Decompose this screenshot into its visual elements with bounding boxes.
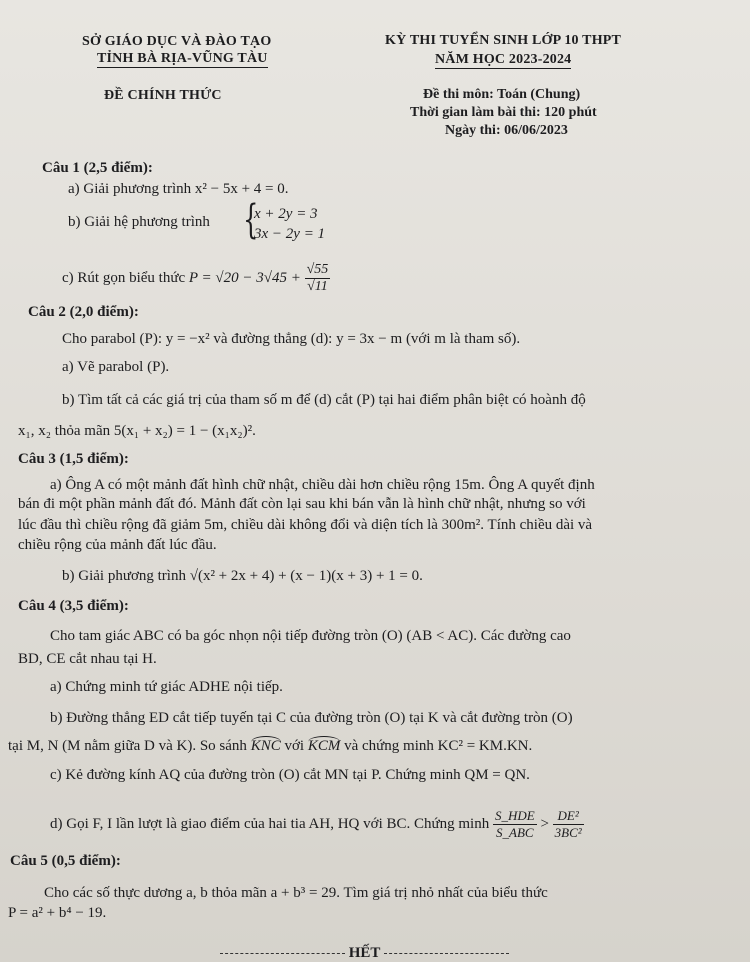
- q4-b-line2: tại M, N (M nằm giữa D và K). So sánh KNC với KCM và chứng minh KC² = KM.KN.: [8, 738, 533, 754]
- q3-a-line2: bán đi một phần mảnh đất đó. Mảnh đất còn lại sau khi bán vẫn là hình chữ nhật, nhưng so với: [18, 496, 586, 512]
- q4-c: c) Kẻ đường kính AQ của đường tròn (O) cắt MN tại P. Chứng minh QM = QN.: [50, 767, 530, 783]
- province-name: TỈNH BÀ RỊA-VŨNG TÀU: [97, 51, 268, 66]
- q3-b: b) Giải phương trình √(x² + 2x + 4) + (x − 1)(x + 3) + 1 = 0.: [62, 568, 423, 584]
- q2-heading: Câu 2 (2,0 điểm):: [28, 304, 139, 320]
- q5-line2: P = a² + b⁴ − 19.: [8, 905, 107, 921]
- exam-date: Ngày thi: 06/06/2023: [445, 123, 568, 138]
- department-name: SỞ GIÁO DỤC VÀ ĐÀO TẠO: [82, 34, 272, 49]
- exam-title: KỲ THI TUYỂN SINH LỚP 10 THPT: [385, 33, 622, 48]
- q1-heading: Câu 1 (2,5 điểm):: [42, 160, 153, 176]
- q3-heading: Câu 3 (1,5 điểm):: [18, 451, 129, 467]
- q1-c: c) Rút gọn biểu thức P = √20 − 3√45 + $\frac{√55}{√11}$: [62, 262, 329, 294]
- q3-a-line4: chiều rộng của mảnh đất lúc đầu.: [18, 537, 217, 553]
- q1-b-text: b) Giải hệ phương trình: [68, 214, 210, 230]
- exam-duration: Thời gian làm bài thi: 120 phút: [410, 105, 597, 120]
- q4-d-fraction-left: $\frac{\text{S\_HDE}}{\text{S\_ABC}}$: [494, 808, 535, 840]
- q4-a: a) Chứng minh tứ giác ADHE nội tiếp.: [50, 679, 283, 695]
- arc-kcm: KCM: [307, 738, 341, 754]
- arc-knc: KNC: [250, 738, 281, 754]
- brace-icon: {: [243, 197, 259, 243]
- q4-d-fraction-right: $\frac{\text{DE²}}{\text{3BC²}}$: [554, 808, 582, 840]
- q5-line1: Cho các số thực dương a, b thỏa mãn a + b³ = 29. Tìm giá trị nhỏ nhất của biểu thức: [44, 885, 548, 901]
- dash-left: [220, 953, 345, 954]
- q2-a: a) Vẽ parabol (P).: [62, 359, 170, 375]
- q5-heading: Câu 5 (0,5 điểm):: [10, 853, 121, 869]
- q1-c-fraction: $\frac{√55}{√11}$: [306, 262, 329, 294]
- q4-b-line1: b) Đường thẳng ED cắt tiếp tuyến tại C của đường tròn (O) tại K và cắt đường tròn (O): [50, 710, 573, 726]
- q4-intro-line2: BD, CE cắt nhau tại H.: [18, 651, 157, 667]
- school-year: NĂM HỌC 2023-2024: [435, 52, 572, 67]
- q4-heading: Câu 4 (3,5 điểm):: [18, 598, 129, 614]
- q4-intro-line1: Cho tam giác ABC có ba góc nhọn nội tiếp đường tròn (O) (AB < AC). Các đường cao: [50, 628, 571, 644]
- q1-b-eq1: x + 2y = 3: [254, 206, 318, 222]
- q1-a: a) Giải phương trình x² − 5x + 4 = 0.: [68, 181, 289, 197]
- q3-a-line1: a) Ông A có một mảnh đất hình chữ nhật, chiều dài hơn chiều rộng 15m. Ông A quyết định: [50, 477, 595, 493]
- exam-subject: Đề thi môn: Toán (Chung): [423, 87, 581, 102]
- q1-b-eq2: 3x − 2y = 1: [254, 226, 326, 242]
- q1-b-system: [238, 197, 348, 246]
- q1-c-expr: P = √20 − 3√45 +: [188, 269, 301, 286]
- end-marker: HẾT: [220, 945, 509, 962]
- official-label: ĐỀ CHÍNH THỨC: [104, 88, 222, 103]
- q4-d: d) Gọi F, I lần lượt là giao điểm của hai tia AH, HQ với BC. Chứng minh $\frac{\text{S\_HDE}}{\text{S\_ABC}}$ > $\frac{\text{DE²}}{\text{3BC²}}$: [50, 808, 582, 840]
- q2-b-line1: b) Tìm tất cả các giá trị của tham số m để (d) cắt (P) tại hai điểm phân biệt có hoành độ: [62, 392, 586, 408]
- dash-right: [384, 953, 509, 954]
- q2-intro: Cho parabol (P): y = −x² và đường thẳng (d): y = 3x − m (với m là tham số).: [62, 331, 521, 347]
- q2-b-line2: x₁, x₂ thỏa mãn 5(x₁ + x₂) = 1 − (x₁x₂)².: [18, 423, 256, 439]
- q3-a-line3: lúc đầu thì chiều rộng đã giảm 5m, chiều dài không đổi và diện tích là 300m². Tính chiều dài và: [18, 517, 593, 533]
